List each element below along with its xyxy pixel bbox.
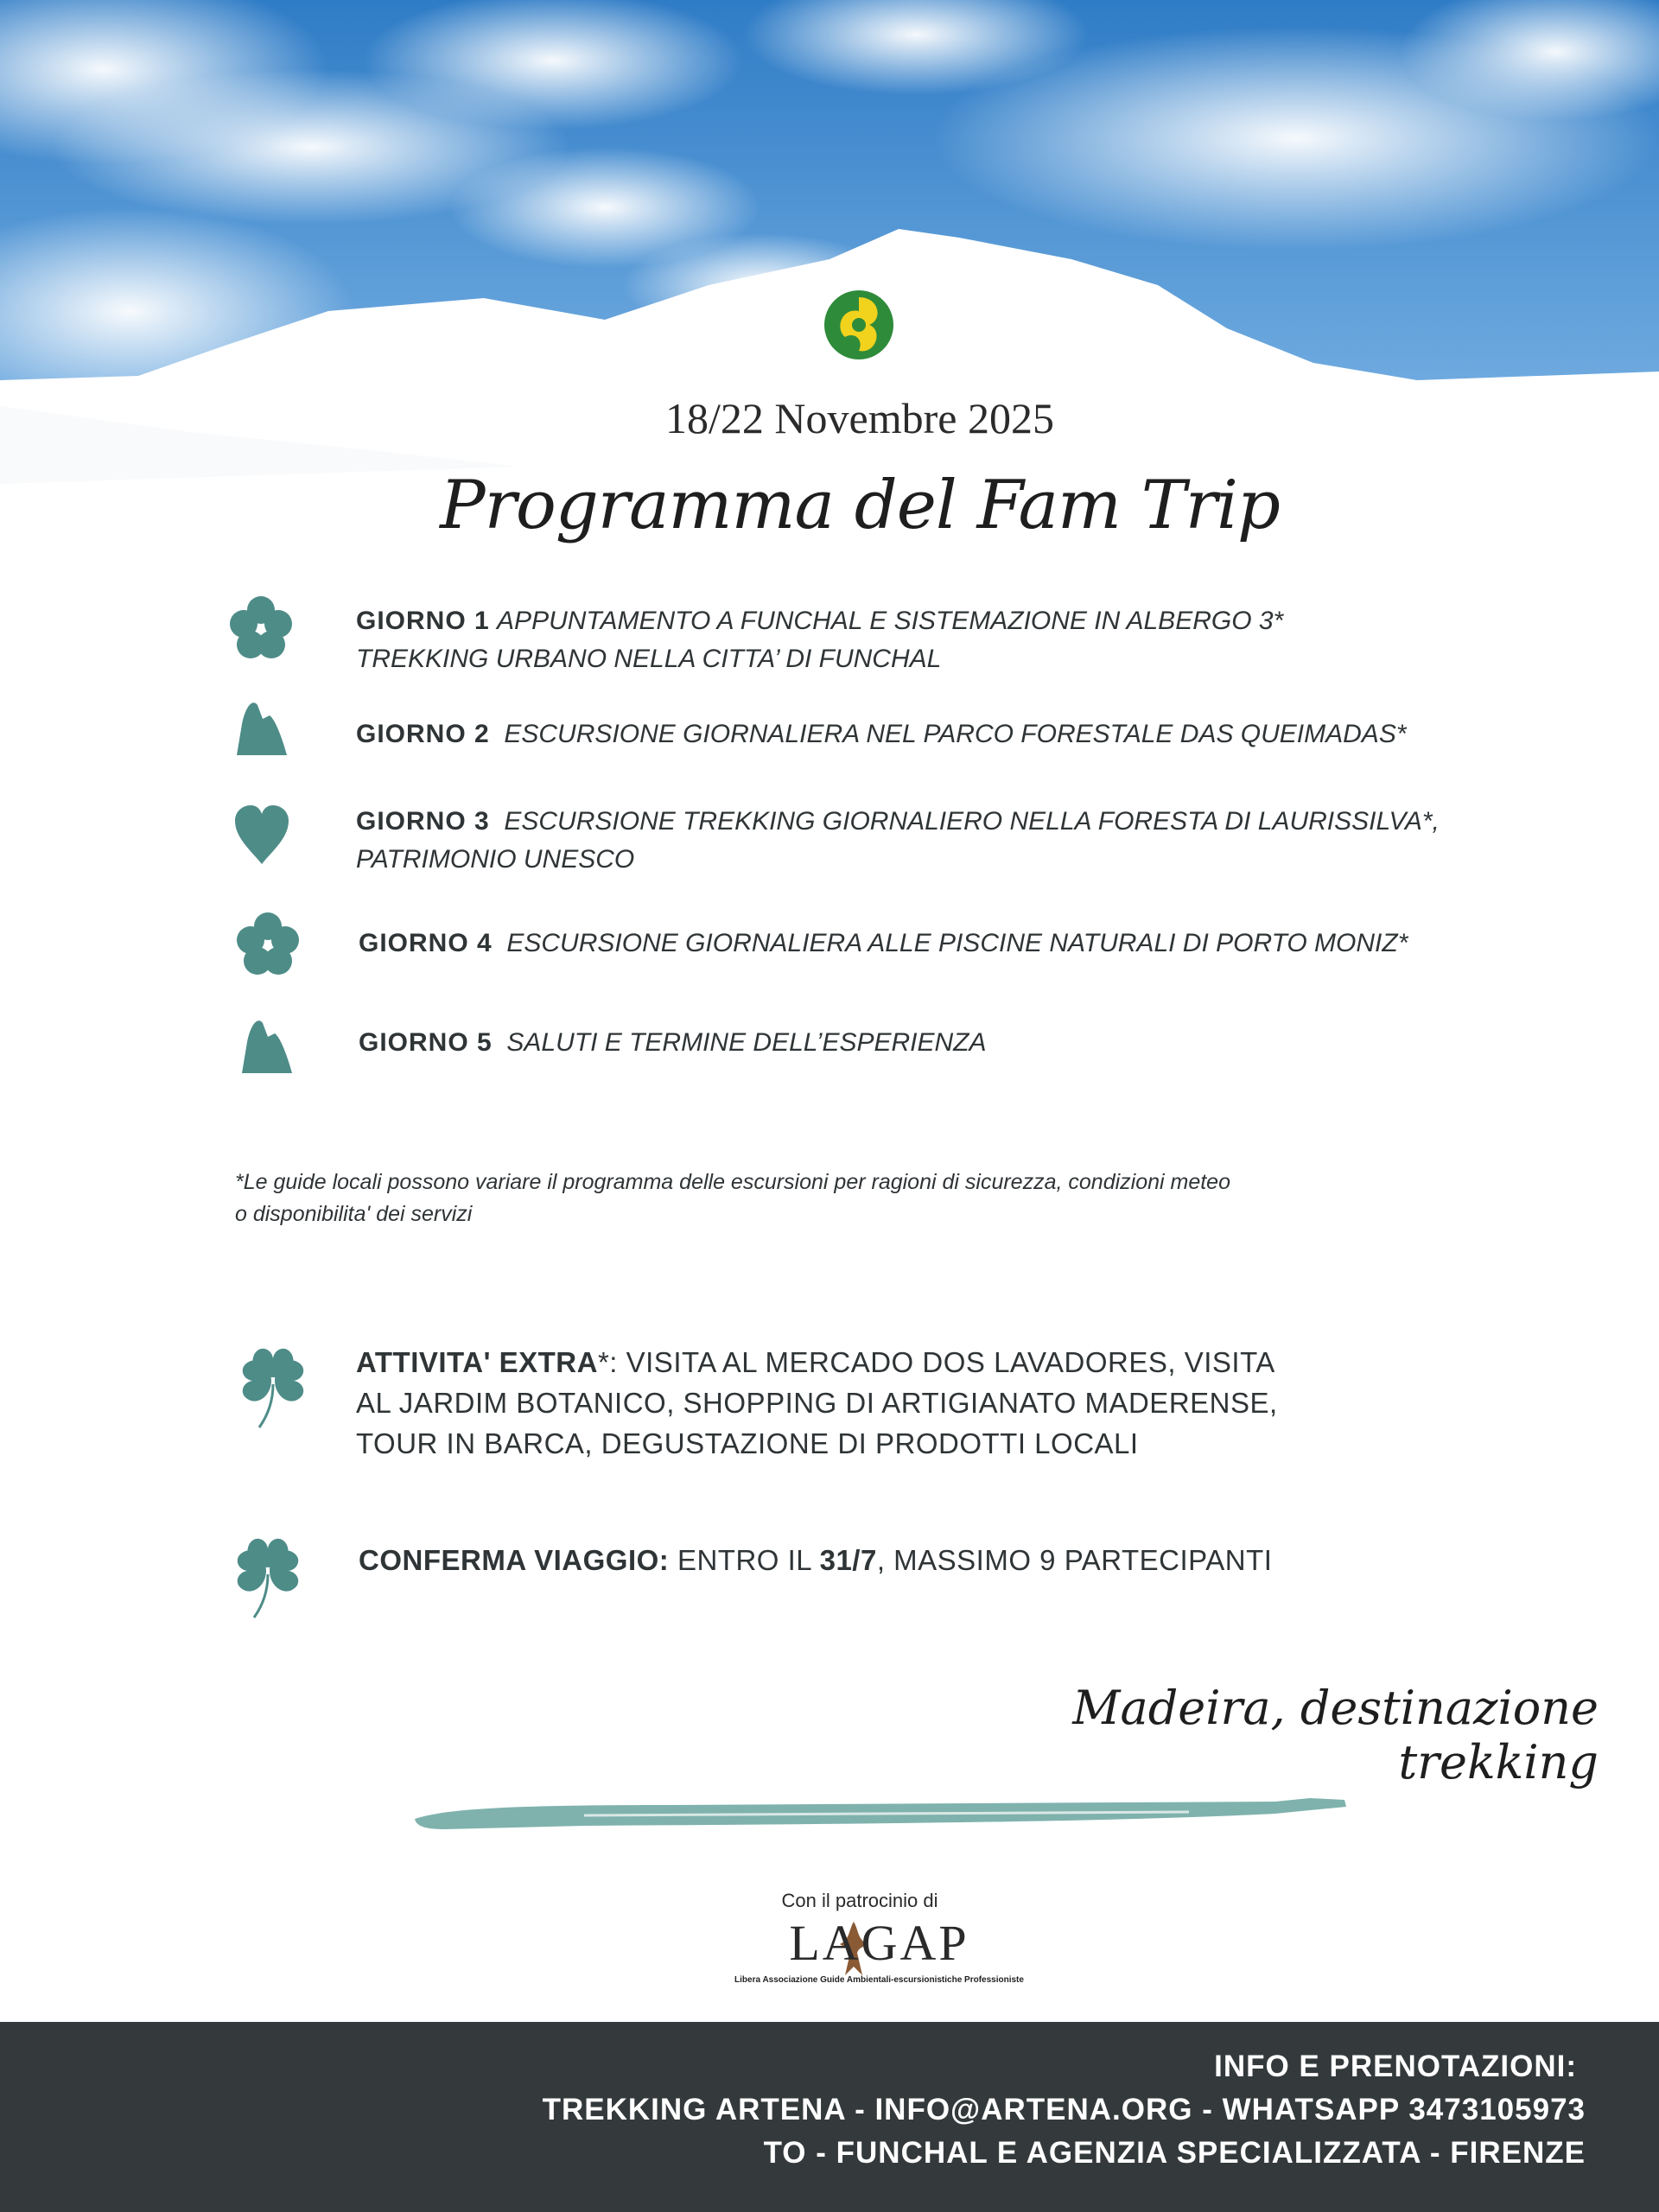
day-label: GIORNO 4 [359,929,493,957]
brush-divider [411,1793,1353,1834]
extra-text-2: AL JARDIM BOTANICO, SHOPPING DI ARTIGIANATO MADERENSE, [356,1387,1278,1419]
mountain-icon [238,1016,296,1075]
extra-label: ATTIVITA' EXTRA [356,1346,598,1378]
trip-confirmation [359,1544,1568,1577]
confirm-label: CONFERMA VIAGGIO: [359,1544,670,1576]
confirm-date: 31/7 [819,1544,877,1576]
tagline: Madeira, destinazione trekking [1072,1681,1599,1789]
day-3 [356,803,1566,879]
flower-icon [235,911,301,976]
extra-activities [356,1342,1445,1464]
day-1 [356,602,1566,678]
day-label: GIORNO 2 [356,720,490,748]
mountain-icon [233,698,290,757]
footer-contacts: TREKKING ARTENA - INFO@ARTENA.ORG - WHATSAPP 3473105973 [542,2093,1586,2126]
footer-info-heading: INFO E PRENOTAZIONI: [1214,2050,1577,2083]
day-5 [359,1024,1568,1062]
day-2 [356,715,1566,753]
footer-bar [0,2022,1659,2212]
day-label: GIORNO 5 [359,1028,493,1057]
day-desc: ESCURSIONE TREKKING GIORNALIERO NELLA FORESTA DI LAURISSILVA*, [504,807,1440,836]
event-dates: 18/22 Novembre 2025 [665,394,1054,442]
note-line-2: o disponibilita' dei servizi [235,1202,473,1226]
day-desc: ESCURSIONE GIORNALIERA NEL PARCO FORESTALE DAS QUEIMADAS* [504,720,1407,748]
sponsor-intro: Con il patrocinio di [781,1890,938,1911]
day-desc: APPUNTAMENTO A FUNCHAL E SISTEMAZIONE IN ALBERGO 3* [497,607,1284,635]
extra-text-3: TOUR IN BARCA, DEGUSTAZIONE DI PRODOTTI LOCALI [356,1427,1139,1459]
day-4 [359,925,1568,963]
day-label: GIORNO 1 [356,607,490,635]
sponsor-full-name: Libera Associazione Guide Ambientali-escursionistiche Professioniste [734,1975,1024,1985]
flower-icon [228,594,294,660]
day-desc-2: PATRIMONIO UNESCO [356,845,635,874]
note-line-1: *Le guide locali possono variare il programma delle escursioni per ragioni di sicurezza, condizioni meteo [235,1170,1230,1194]
footer-agency: TO - FUNCHAL E AGENZIA SPECIALIZZATA - FIRENZE [763,2136,1586,2170]
confirm-text-b: , MASSIMO 9 PARTECIPANTI [876,1544,1273,1576]
day-desc: ESCURSIONE GIORNALIERA ALLE PISCINE NATURALI DI PORTO MONIZ* [506,929,1408,957]
day-label: GIORNO 3 [356,807,490,836]
logo-icon [819,285,899,365]
heart-icon [233,804,290,866]
day-desc: SALUTI E TERMINE DELL’ESPERIENZA [506,1028,987,1057]
program-title: Programma del Fam Trip [440,467,1280,544]
day-desc-2: TREKKING URBANO NELLA CITTA’ DI FUNCHAL [356,645,942,673]
confirm-text-a: ENTRO IL [669,1544,820,1576]
disclaimer-note [235,1166,1488,1230]
extra-text-1: *: VISITA AL MERCADO DOS LAVADORES, VISITA [597,1346,1275,1378]
clover-icon [233,1339,313,1431]
sponsor-name: LAGAP [789,1915,969,1971]
clover-icon [228,1529,308,1621]
